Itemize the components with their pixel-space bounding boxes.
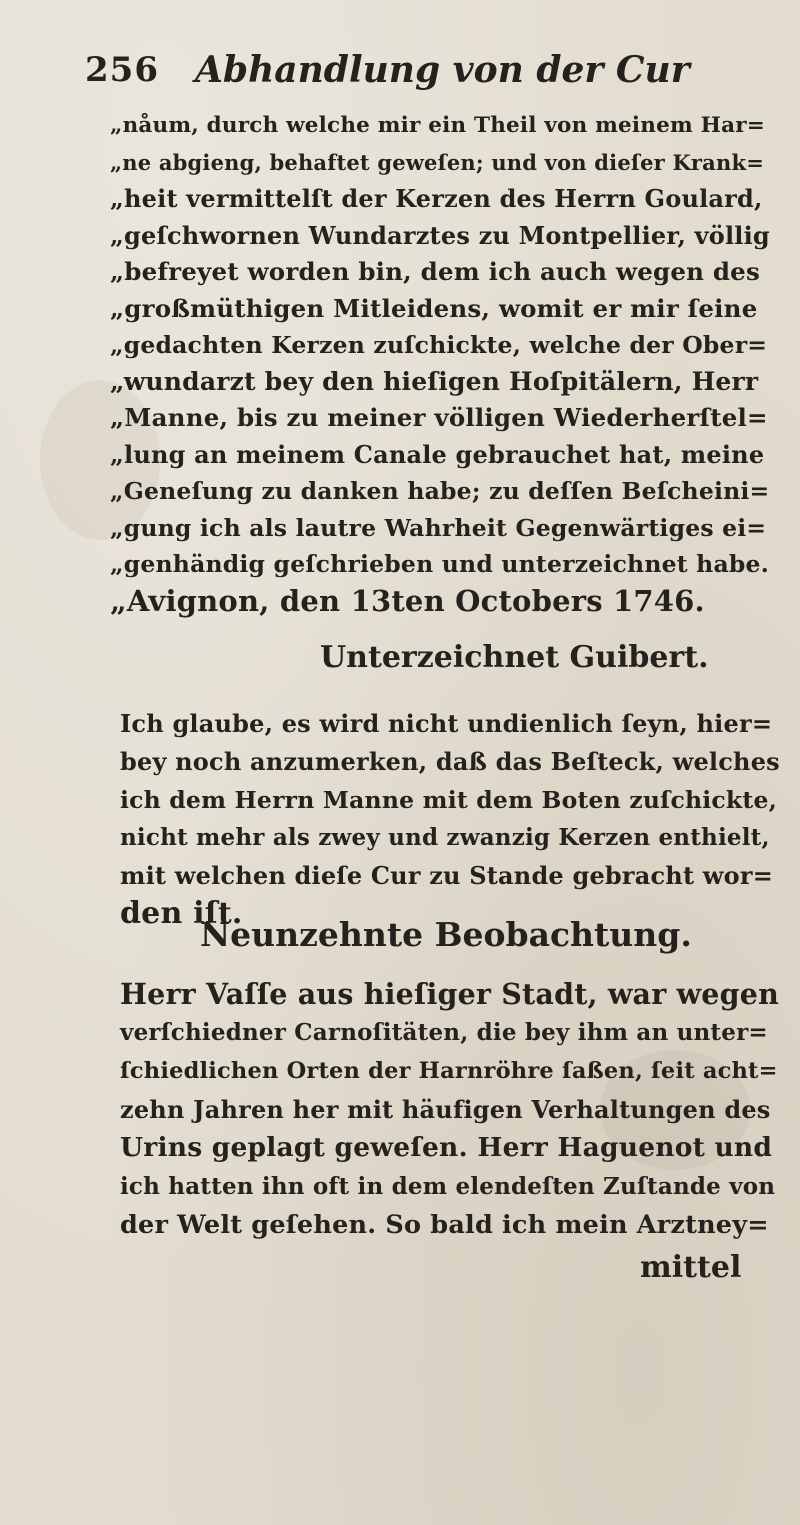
text-line: „Manne, bis zu meiner völligen Wiederherſtel= (110, 403, 768, 432)
text-line: Ich glaube, es wird nicht undienlich ſeyn, hier= (120, 709, 773, 738)
text-line: „lung an meinem Canale gebrauchet hat, meine (110, 439, 765, 469)
text-line: „nåum, durch welche mir ein Theil von meinem Har= (110, 113, 766, 138)
text-line: nicht mehr als zwey und zwanzig Kerzen enthielt, (120, 824, 770, 851)
text-line: ſchiedlichen Orten der Harnröhre ſaßen, ſeit acht= (120, 1058, 778, 1084)
text-line: „ne abgieng, behaftet geweſen; und von dieſer Krank= (110, 149, 764, 175)
running-head: Abhandlung von der Cur (195, 49, 690, 91)
text-line: „Avignon, den 13ten Octobers 1746. (110, 583, 705, 618)
text-line: „wundarzt bey den hieſigen Hoſpitälern, Herr (110, 366, 759, 396)
page-header (85, 40, 725, 100)
catchword: mittel (640, 1250, 742, 1285)
text-line: mit welchen dieſe Cur zu Stande gebracht wor= (120, 861, 774, 890)
signature-line: Unterzeichnet Guibert. (320, 640, 709, 675)
text-line: „gung ich als lautre Wahrheit Gegenwärtiges ei= (110, 513, 767, 542)
text-line: verſchiedner Carnoſitäten, die bey ihm an unter= (120, 1018, 768, 1046)
text-line: ich hatten ihn oft in dem elendeſten Zuſtande von (120, 1172, 776, 1200)
text-line: der Welt geſehen. So bald ich mein Arztney= (120, 1210, 769, 1240)
text-line: „großmüthigen Mitleidens, womit er mir ſeine (110, 293, 758, 323)
text-line: „gedachten Kerzen zuſchickte, welche der Ober= (110, 331, 768, 359)
text-line: Herr Vaſſe aus hieſiger Stadt, war wegen (120, 977, 780, 1011)
body-paragraph (120, 975, 780, 1245)
text-line: bey noch anzumerken, daß das Beſteck, welches (120, 747, 780, 776)
text-line: ich dem Herrn Manne mit dem Boten zuſchickte, (120, 786, 777, 814)
text-line: Urins geplagt geweſen. Herr Haguenot und (120, 1132, 773, 1163)
page-number: 256 (85, 50, 159, 90)
body-paragraph (120, 705, 780, 933)
text-line: „Geneſung zu danken habe; zu deſſen Beſcheini= (110, 477, 770, 505)
text-line: „heit vermittelſt der Kerzen des Herrn Goulard, (110, 184, 763, 213)
text-line: zehn Jahren her mit häufigen Verhaltungen des (120, 1094, 771, 1124)
text-line: „genhändig geſchrieben und unterzeichnet habe. (110, 550, 770, 578)
text-line: den iſt. (120, 896, 243, 931)
letter-paragraph (110, 108, 770, 619)
section-heading: Neunzehnte Beobachtung. (200, 915, 692, 954)
text-line: „befreyet worden bin, dem ich auch wegen des (110, 257, 760, 286)
text-line: „geſchwornen Wundarztes zu Montpellier, völlig (110, 220, 770, 250)
